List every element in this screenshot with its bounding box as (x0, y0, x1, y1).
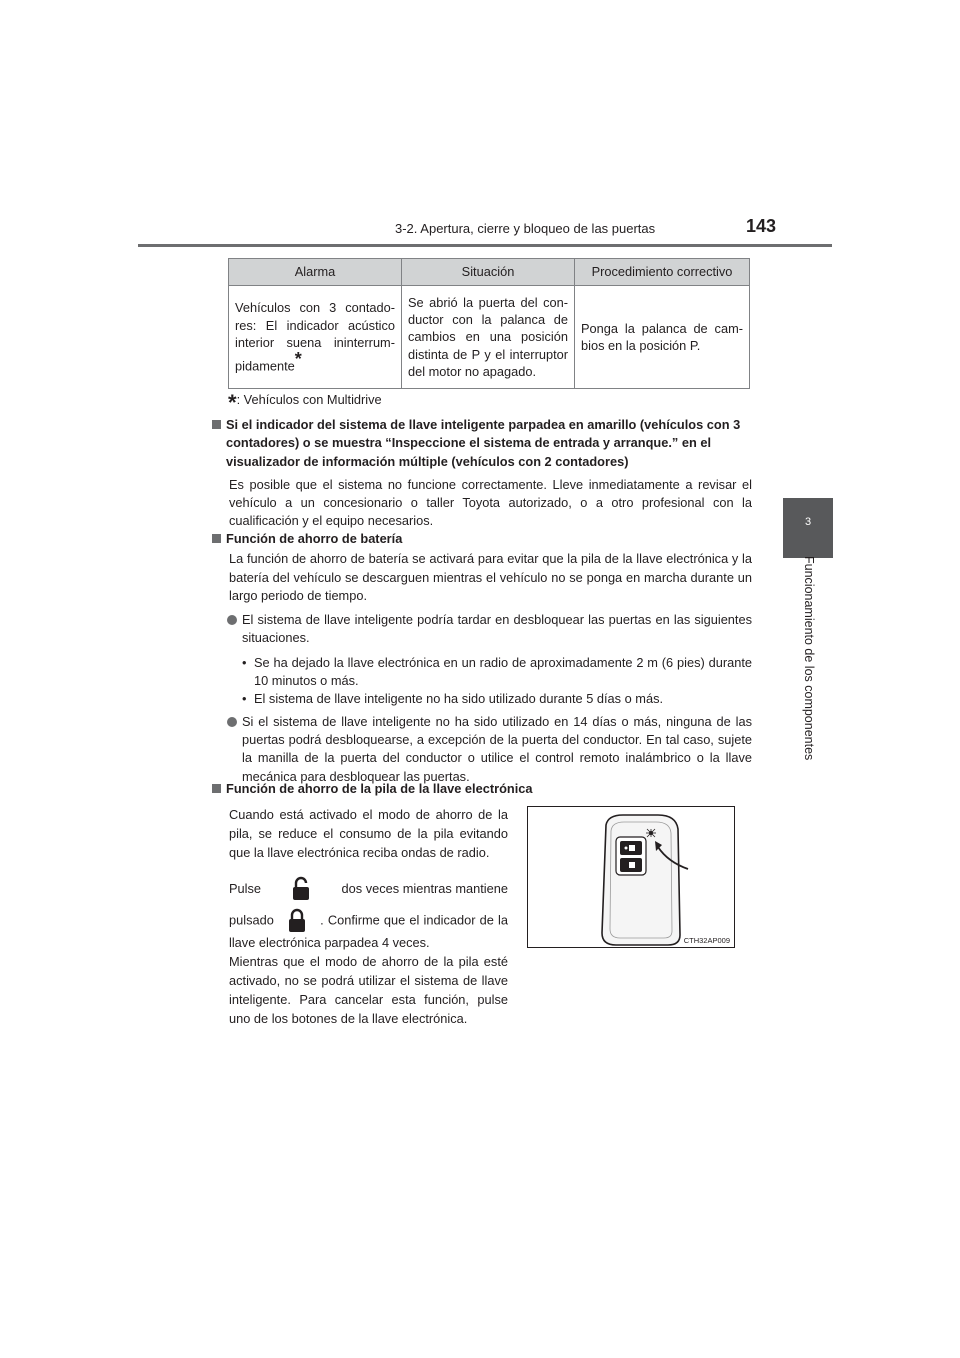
section-key-battery-saving (212, 780, 752, 798)
footnote (228, 384, 382, 415)
lock-icon (284, 908, 310, 934)
section-indicator (212, 416, 752, 531)
smart-key-image (528, 807, 734, 947)
instruction-paragraph: Mientras que el modo de ahorro de la pila esté activado, no se podrá utilizar el sistema de llave inteligente. Para cancelar esta función, pulse uno de los botones de la llave electrónica. (229, 954, 508, 1026)
page-header (0, 0, 960, 280)
instruction-line (229, 876, 508, 902)
footnote-mark: * (228, 390, 237, 415)
cell-situation: Se abrió la puerta del conductor con la palanca de cambios en una posición distinta de P y el interruptor del motor no apagado. (402, 286, 575, 389)
smart-key-figure (527, 806, 735, 948)
section-heading: Función de ahorro de batería (212, 530, 752, 548)
col-header-alarm: Alarma (229, 259, 402, 286)
section-heading: Función de ahorro de la pila de la llave electrónica (212, 780, 752, 798)
instruction-text: dos veces mientras mantiene (341, 880, 508, 896)
key-battery-instructions (229, 806, 508, 1028)
instruction-text: . Confirme que el indicador de la llave electrónica parpadea 4 veces. (229, 912, 508, 951)
col-header-situation: Situación (402, 259, 575, 286)
chapter-label-text: Funcionamiento de los componentes (802, 556, 816, 761)
instruction-text: Pulse (229, 880, 262, 896)
sub-bullet-item: • Se ha dejado la llave electrónica en un radio de aproximadamente 2 m (6 pies) durante 10 minutos o más. (212, 654, 752, 691)
chapter-label (802, 556, 816, 780)
figure-code: CTH32AP009 (683, 936, 730, 945)
sub-bullet-item: • El sistema de llave inteligente no ha sido utilizado durante 5 días o más. (212, 690, 752, 708)
footnote-text: : Vehículos con Multidrive (236, 392, 382, 407)
table-row (229, 286, 750, 389)
instruction-text: pulsado (229, 912, 274, 928)
bullet-item: Si el sistema de llave inteligente no ha sido utilizado en 14 días o más, ninguna de las puertas podrá desbloquearse, a excepción de la puerta del conductor. En tal caso, sujete la manilla de la puerta del conductor o utilice el control remoto inalámbrico o la llave mecánica para desbloquear las puertas. (212, 713, 752, 786)
unlock-icon (288, 876, 314, 902)
cell-alarm-text: Vehículos con 3 contadores: El indicador acústico interior suena ininterrumpidamente (235, 300, 395, 374)
section-paragraph: Es posible que el sistema no funcione correctamente. Lleve inmediatamente a revisar el vehículo a un concesionario o taller Toyota autorizado, o a otro profesional con la cualificación y el equipo necesarios. (229, 476, 752, 529)
section-paragraph: La función de ahorro de batería se activará para evitar que la pila de la llave electrónica y la batería del vehículo se descarguen mientras el vehículo no se ponga en marcha durante un largo periodo de tiempo. (229, 551, 752, 603)
page-number: 143 (746, 216, 777, 236)
section-heading: Si el indicador del sistema de llave inteligente parpadea en amarillo (vehículos con 3 contadores) o se muestra “Inspeccione el sistema de entrada y arranque.” en el visualizador de información múltiple (vehículos con 2 contadores) (212, 416, 752, 471)
bullet-item: El sistema de llave inteligente podría tardar en desbloquear las puertas en las siguientes situaciones. (212, 611, 752, 648)
section-title: 3-2. Apertura, cierre y bloqueo de las puertas (395, 221, 656, 236)
instruction-line (229, 908, 508, 953)
cell-alarm (229, 286, 402, 389)
instruction-paragraph: Cuando está activado el modo de ahorro de la pila, se reduce el consumo de la pila evitando que la llave electrónica reciba ondas de radio. (229, 807, 508, 860)
cell-procedure: Ponga la palanca de cambios en la posición P. (575, 286, 750, 389)
section-battery-saving (212, 530, 752, 786)
chapter-tab: 3 (783, 498, 833, 558)
col-header-procedure: Procedimiento correctivo (575, 259, 750, 286)
alarm-table (228, 258, 750, 389)
alarm-footnote-mark: * (294, 349, 302, 370)
header-divider (138, 244, 832, 247)
